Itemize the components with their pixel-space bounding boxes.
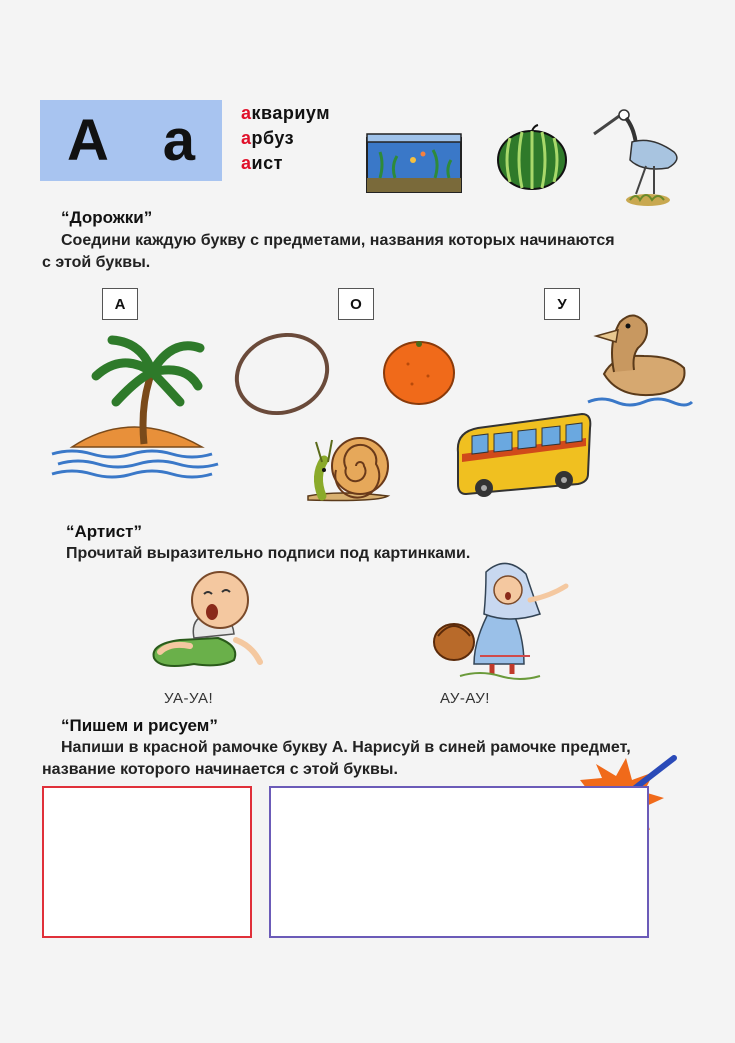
word-watermelon: арбуз xyxy=(241,128,295,148)
snail-icon xyxy=(302,430,392,504)
orange-icon xyxy=(382,338,456,406)
caption-girl: АУ-АУ! xyxy=(440,690,490,707)
section3-title: “Пишем и рисуем” xyxy=(61,716,218,735)
letter-box-o: О xyxy=(338,288,374,320)
section1-instruction-line2: с этой буквы. xyxy=(42,254,151,271)
watermelon-icon xyxy=(496,124,568,190)
girl-calling-icon xyxy=(430,560,580,680)
island-icon xyxy=(52,332,222,482)
red-writing-frame[interactable] xyxy=(42,786,252,938)
caption-baby: УА-УА! xyxy=(164,690,214,707)
word-aquarium: аквариум xyxy=(241,103,331,123)
lower-letter: а xyxy=(162,108,196,173)
section1-title: “Дорожки” xyxy=(61,208,153,227)
blue-drawing-frame[interactable] xyxy=(269,786,649,938)
section2-title: “Артист” xyxy=(66,522,142,541)
upper-letter: А xyxy=(66,108,109,173)
section2-instruction: Прочитай выразительно подписи под картинками. xyxy=(66,545,471,562)
hoop-icon xyxy=(232,332,332,416)
aquarium-icon xyxy=(365,132,463,194)
letter-box-a: А xyxy=(102,288,138,320)
letter-card xyxy=(40,100,222,181)
word-stork: аист xyxy=(241,153,283,173)
duck-icon xyxy=(584,308,694,412)
letter-box-u: У xyxy=(544,288,580,320)
bus-icon xyxy=(452,412,592,502)
section3-instruction-line2: название которого начинается с этой буквы. xyxy=(42,761,398,778)
section1-instruction-line1: Соедини каждую букву с предметами, названия которых начинаются xyxy=(61,232,615,249)
crying-baby-icon xyxy=(150,568,270,674)
section3-instruction-line1: Напиши в красной рамочке букву А. Нарисуй в синей рамочке предмет, xyxy=(61,739,631,756)
stork-icon xyxy=(592,106,692,210)
